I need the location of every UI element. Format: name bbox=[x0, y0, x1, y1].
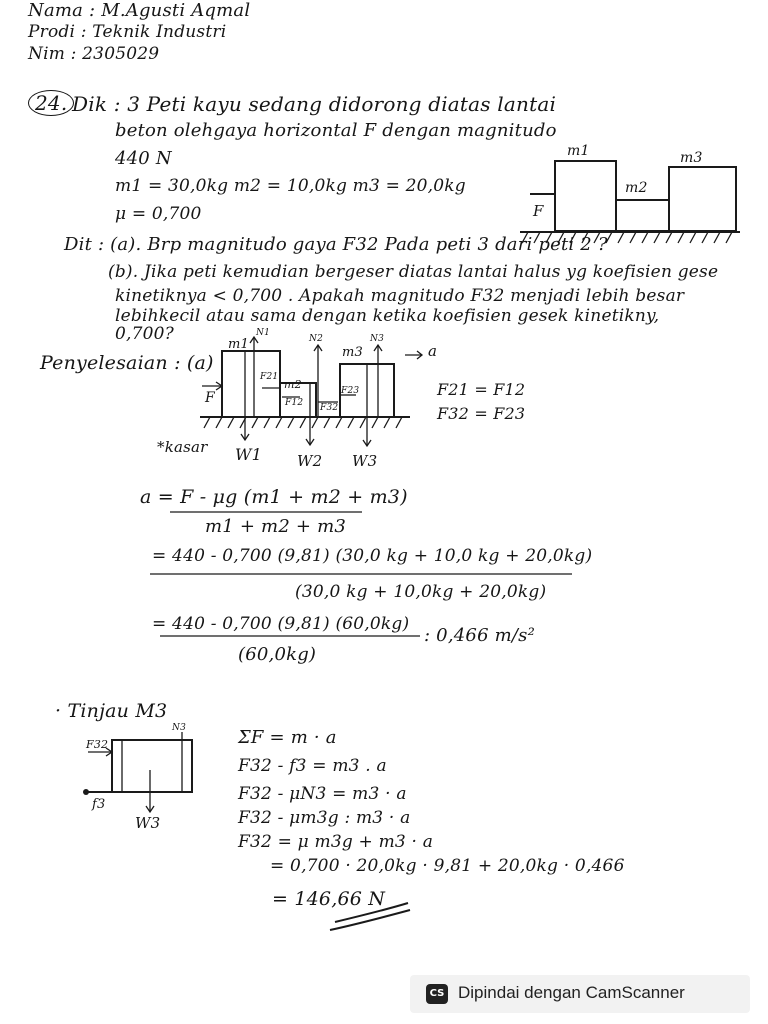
fbd-label-F32: F32 bbox=[320, 403, 339, 413]
fbd3-label-N3: N3 bbox=[172, 723, 187, 733]
dik-line-1: Dik : 3 Peti kayu sedang didorong diatas lantai bbox=[72, 92, 557, 116]
dit-b-4: 0,700? bbox=[115, 324, 174, 344]
prodi-line: Prodi : Teknik Industri bbox=[28, 22, 227, 42]
fbd3-friction-dot bbox=[83, 789, 89, 795]
name-line: Nama : M.Agusti Aqmal bbox=[28, 0, 251, 21]
final-answer: = 146,66 N bbox=[272, 888, 386, 910]
solution-heading: Penyelesaian : (a) bbox=[40, 352, 214, 374]
step-4: F32 - μm3g : m3 · a bbox=[238, 808, 411, 828]
fbd3-label-W3: W3 bbox=[135, 814, 161, 832]
eq-f21-f12: F21 = F12 bbox=[437, 380, 526, 399]
step-2: F32 - f3 = m3 . a bbox=[238, 756, 387, 776]
fbd-label-W1: W1 bbox=[235, 445, 263, 464]
fbd-label-m3: m3 bbox=[342, 345, 363, 360]
camscanner-logo-icon: CS bbox=[426, 984, 448, 1004]
step-6: = 0,700 · 20,0kg · 9,81 + 20,0kg · 0,466 bbox=[270, 856, 625, 876]
camscanner-badge bbox=[410, 975, 750, 1013]
accel-formula-denominator: m1 + m2 + m3 bbox=[205, 516, 347, 537]
step-3: F32 - μN3 = m3 · a bbox=[238, 784, 407, 804]
fbd-label-a: a bbox=[428, 342, 438, 360]
substitution-numerator: = 440 - 0,700 (9,81) (30,0 kg + 10,0 kg + 20,0kg) bbox=[152, 546, 593, 566]
fbd3-crate bbox=[112, 740, 192, 792]
label-m1: m1 bbox=[567, 143, 590, 159]
fbd-label-m2: m2 bbox=[284, 378, 302, 391]
dik-force: 440 N bbox=[115, 148, 172, 169]
accel-formula-numerator: a = F - μg (m1 + m2 + m3) bbox=[140, 486, 408, 508]
eq-f32-f23: F32 = F23 bbox=[437, 404, 526, 423]
kasar-note: *kasar bbox=[157, 438, 208, 456]
fbd-label-F21: F21 bbox=[260, 372, 279, 382]
fbd-label-F12: F12 bbox=[285, 398, 304, 408]
result-numerator: = 440 - 0,700 (9,81) (60,0kg) bbox=[152, 614, 410, 634]
dit-a: Dit : (a). Brp magnitudo gaya F32 Pada peti 3 dari peti 2 ? bbox=[64, 234, 608, 255]
result-denominator: (60,0kg) bbox=[238, 644, 317, 665]
dik-mu: μ = 0,700 bbox=[115, 204, 202, 224]
fbd-label-N3: N3 bbox=[370, 334, 385, 344]
substitution-denominator: (30,0 kg + 10,0kg + 20,0kg) bbox=[295, 582, 547, 602]
dik-masses: m1 = 30,0kg m2 = 10,0kg m3 = 20,0kg bbox=[115, 176, 466, 196]
camscanner-text: Dipindai dengan CamScanner bbox=[458, 983, 685, 1002]
result-acceleration: : 0,466 m/s² bbox=[424, 625, 536, 646]
fbd3-label-f3: f3 bbox=[92, 797, 106, 812]
fbd-label-N2: N2 bbox=[309, 334, 324, 344]
fbd-label-m1: m1 bbox=[228, 337, 249, 352]
fbd-label-W2: W2 bbox=[297, 452, 323, 470]
dit-b-2: kinetiknya < 0,700 . Apakah magnitudo F32 menjadi lebih besar bbox=[115, 286, 685, 306]
label-F: F bbox=[533, 202, 544, 220]
nim-line: Nim : 2305029 bbox=[28, 44, 160, 64]
fbd-label-F: F bbox=[205, 390, 215, 406]
dik-line-2: beton olehgaya horizontal F dengan magnitudo bbox=[115, 120, 557, 141]
label-m3: m3 bbox=[680, 150, 703, 166]
tinjau-heading: · Tinjau M3 bbox=[55, 700, 168, 722]
label-m2: m2 bbox=[625, 180, 648, 196]
dit-b-1: (b). Jika peti kemudian bergeser diatas lantai halus yg koefisien gese bbox=[108, 262, 719, 282]
dit-b-3: lebihkecil atau sama dengan ketika koefisien gesek kinetikny, bbox=[115, 306, 660, 326]
fbd-label-F23: F23 bbox=[341, 386, 360, 396]
fbd3-label-F32: F32 bbox=[86, 738, 109, 751]
step-5: F32 = μ m3g + m3 · a bbox=[238, 832, 434, 852]
problem-number: 24. bbox=[28, 90, 74, 116]
step-1: ΣF = m · a bbox=[238, 727, 337, 748]
fbd-label-W3: W3 bbox=[352, 452, 378, 470]
fbd-label-N1: N1 bbox=[256, 328, 271, 338]
